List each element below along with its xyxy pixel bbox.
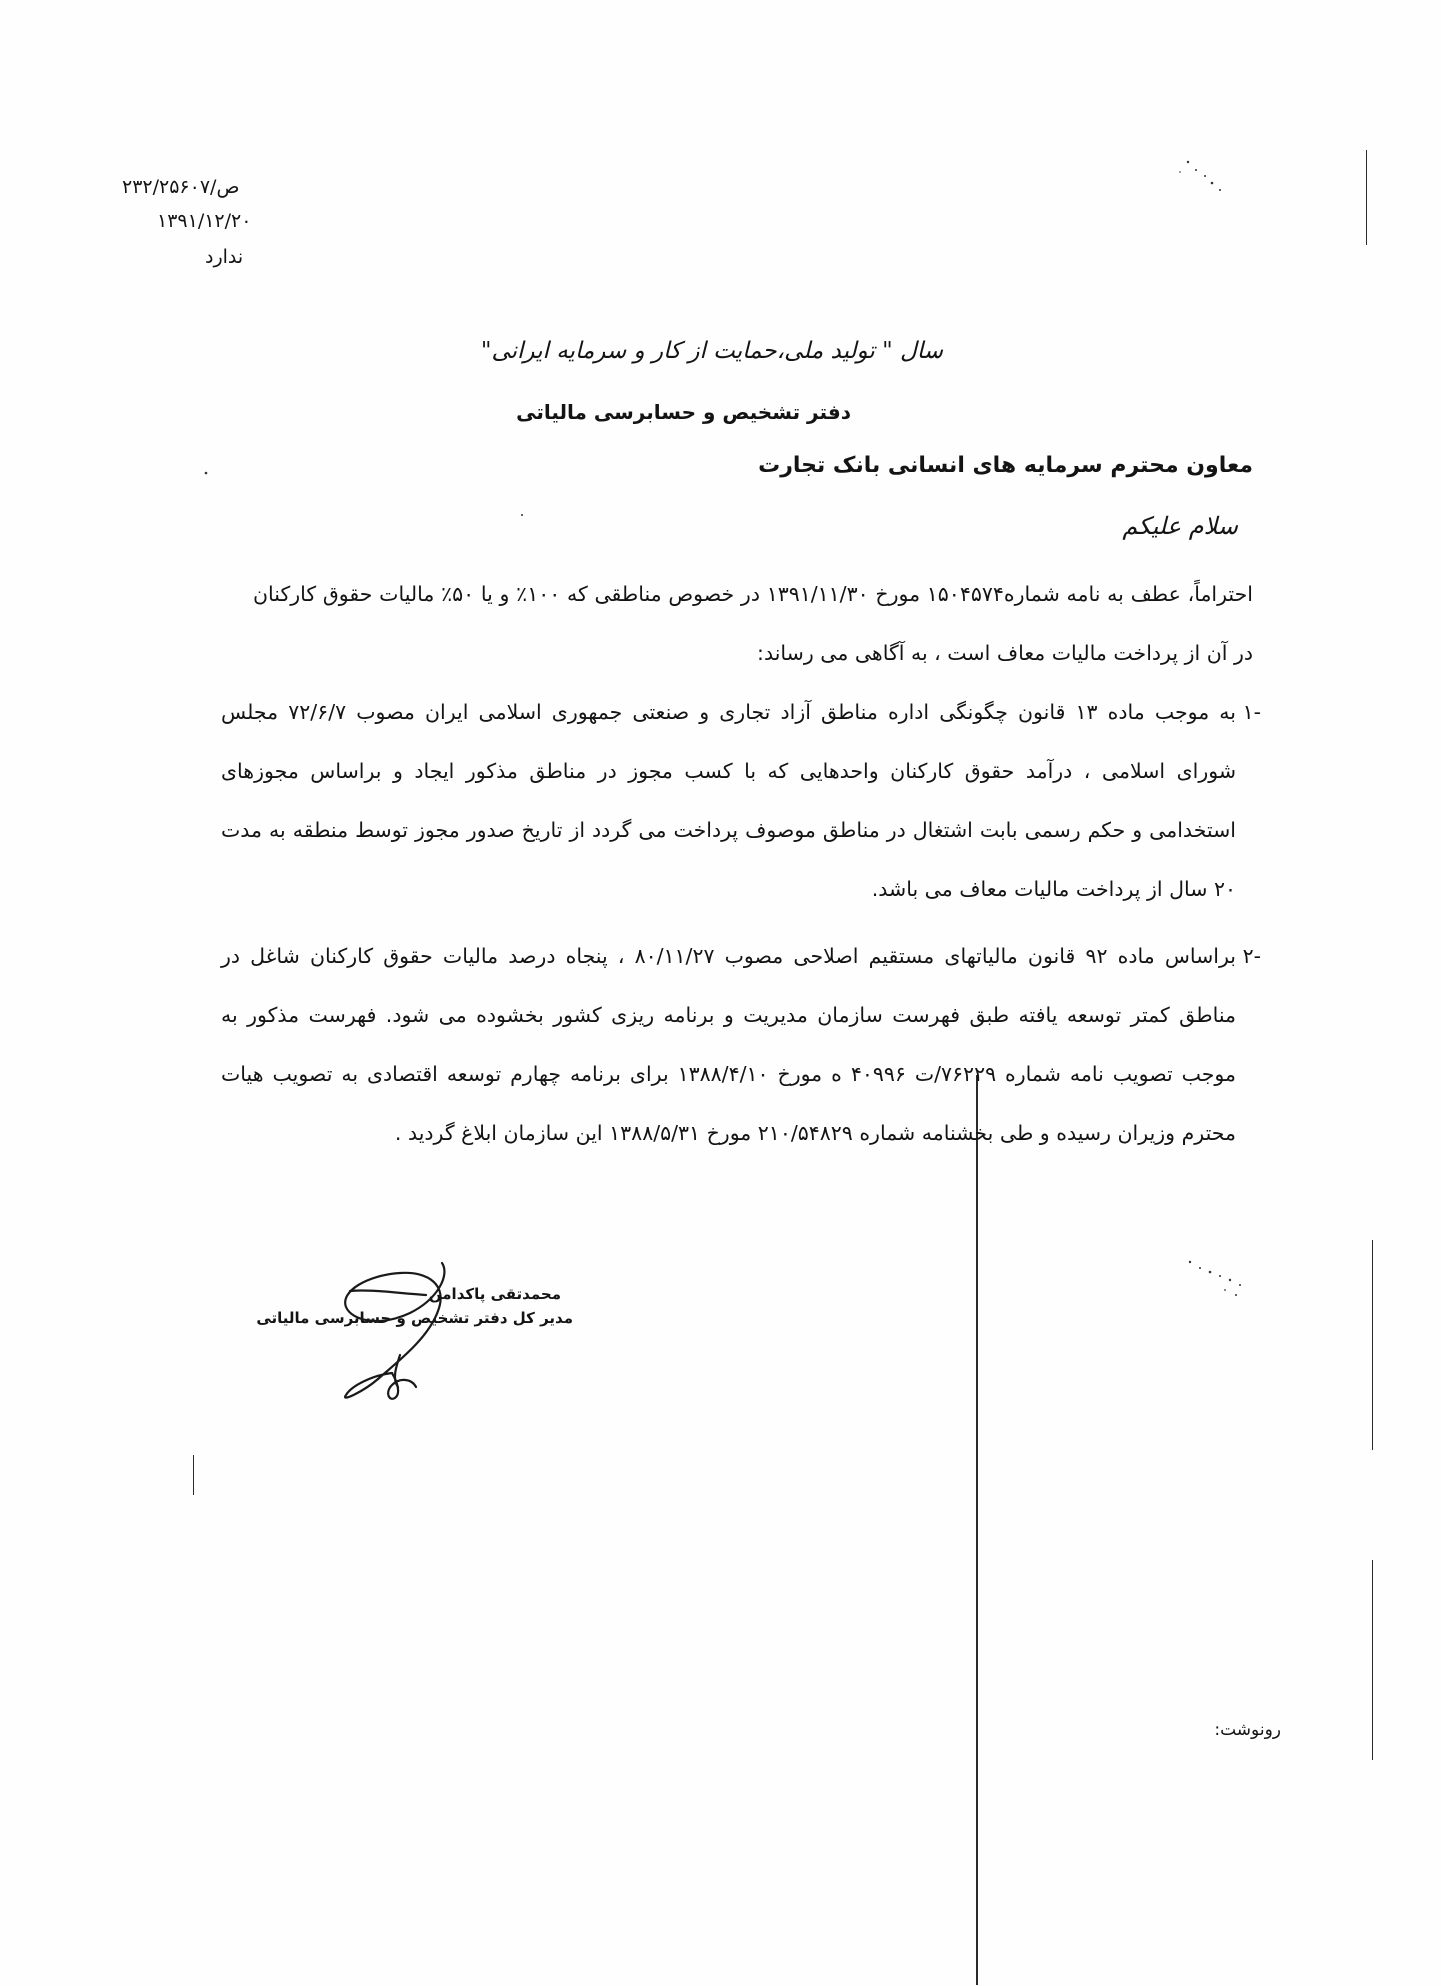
cc-label: رونوشت: bbox=[1214, 1720, 1281, 1740]
list-item bbox=[221, 683, 1261, 919]
signatory-name: محمدتقی پاکدامن bbox=[428, 1285, 561, 1303]
list-item-number: ۲- bbox=[1242, 944, 1261, 968]
list-item bbox=[221, 927, 1261, 1163]
office-heading: دفتر تشخیص و حسابرسی مالیاتی bbox=[516, 400, 851, 424]
greeting: سلام علیکم bbox=[1122, 512, 1238, 540]
handwritten-signature bbox=[300, 1255, 480, 1425]
list-item-text: به موجب ماده ۱۳ قانون چگونگی اداره مناطق آزاد تجاری و صنعتی جمهوری اسلامی ایران مصوب ۷۲/۶/۷ مجلس شورای اسلامی ، درآمد حقوق کارکنان واحدهایی که با کسب مجوز در مناطق مذکور ایجاد و براساس مجوزهای استخدامی و حکم رسمی بابت اشتغال در مناطق موصوف پرداخت می گردد از تاریخ صدور مجوز توسط منطقه به مدت ۲۰ سال از پرداخت مالیات معاف می باشد. bbox=[221, 700, 1236, 901]
year-slogan: سال " تولید ملی،حمایت از کار و سرمایه ایرانی" bbox=[480, 338, 943, 364]
reference-number: ۲۳۲/۲۵۶۰۷/ص bbox=[122, 176, 240, 198]
list-item-text: براساس ماده ۹۲ قانون مالیاتهای مستقیم اصلاحی مصوب ۸۰/۱۱/۲۷ ، پنجاه درصد مالیات حقوق کارکنان شاغل در مناطق کمتر توسعه یافته طبق فهرست سازمان مدیریت و برنامه ریزی کشور بخشوده می شود. فهرست مذکور به موجب تصویب نامه شماره ۷۶۲۲۹/ت ۴۰۹۹۶ ه مورخ ۱۳۸۸/۴/۱۰ برای برنامه چهارم توسعه اقتصادی به تصویب هیات محترم وزیران رسیده و طی بخشنامه شماره ۲۱۰/۵۴۸۲۹ مورخ ۱۳۸۸/۵/۳۱ این سازمان ابلاغ گردید . bbox=[221, 944, 1237, 1145]
letter-date: ۱۳۹۱/۱۲/۲۰ bbox=[157, 210, 252, 232]
intro-paragraph: احتراماً، عطف به نامه شماره۱۵۰۴۵۷۴ مورخ ۱۳۹۱/۱۱/۳۰ در خصوص مناطقی که ۱۰۰٪ و یا ۵۰٪ مالیات حقوق کارکنان در آن از پرداخت مالیات معاف است ، به آگاهی می رساند: bbox=[253, 582, 1253, 665]
list-item-number: ۱- bbox=[1242, 700, 1261, 724]
signatory-title: مدیر کل دفتر تشخیص و حسابرسی مالیاتی bbox=[256, 1309, 573, 1327]
attachment-status: ندارد bbox=[205, 246, 244, 268]
addressee-line: معاون محترم سرمایه های انسانی بانک تجارت bbox=[758, 453, 1253, 478]
